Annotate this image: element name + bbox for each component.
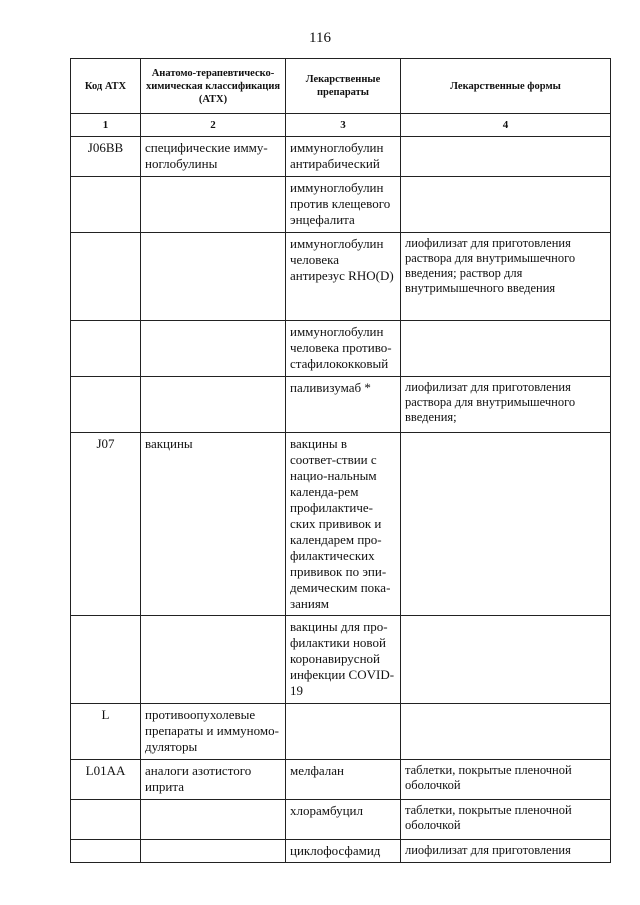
atx-code xyxy=(71,233,141,321)
atx-classification: противоопухолевые препараты и иммуномо-дуляторы xyxy=(141,704,286,760)
atx-classification xyxy=(141,616,286,704)
drug-forms: лиофилизат для приготовления раствора для внутримышечного введения; xyxy=(401,377,611,433)
drug-name: вакцины для про-филактики новой коронавирусной инфекции COVID-19 xyxy=(286,616,401,704)
header-drugs: Лекарственные препараты xyxy=(286,59,401,114)
header-classification: Анатомо-терапевтическо-химическая классификация (АТХ) xyxy=(141,59,286,114)
atx-code xyxy=(71,177,141,233)
drug-forms xyxy=(401,616,611,704)
atx-classification: вакцины xyxy=(141,433,286,616)
header-row xyxy=(71,59,611,114)
drug-forms xyxy=(401,137,611,177)
column-number: 4 xyxy=(401,114,611,137)
drug-name: хлорамбуцил xyxy=(286,800,401,840)
table-row xyxy=(71,233,611,321)
table-row xyxy=(71,840,611,863)
drug-name: паливизумаб * xyxy=(286,377,401,433)
drug-forms xyxy=(401,704,611,760)
header-forms: Лекарственные формы xyxy=(401,59,611,114)
drug-forms xyxy=(401,321,611,377)
atx-classification: аналоги азотистого иприта xyxy=(141,760,286,800)
table-row xyxy=(71,177,611,233)
atx-code xyxy=(71,321,141,377)
table-row xyxy=(71,321,611,377)
atx-code xyxy=(71,377,141,433)
drug-table xyxy=(70,58,611,863)
atx-code: J06BB xyxy=(71,137,141,177)
atx-code: L01AA xyxy=(71,760,141,800)
column-number-row xyxy=(71,114,611,137)
atx-code xyxy=(71,800,141,840)
drug-name: мелфалан xyxy=(286,760,401,800)
atx-classification xyxy=(141,233,286,321)
drug-forms: лиофилизат для приготовления xyxy=(401,840,611,863)
atx-code: J07 xyxy=(71,433,141,616)
atx-classification xyxy=(141,321,286,377)
drug-forms xyxy=(401,433,611,616)
atx-classification xyxy=(141,177,286,233)
atx-code xyxy=(71,840,141,863)
table-row xyxy=(71,616,611,704)
table-row xyxy=(71,137,611,177)
drug-name: иммуноглобулин человека антирезус RHO(D) xyxy=(286,233,401,321)
drug-name: циклофосфамид xyxy=(286,840,401,863)
drug-forms: лиофилизат для приготовления раствора для внутримышечного введения; раствор для внутримышечного введения xyxy=(401,233,611,321)
table-row xyxy=(71,704,611,760)
atx-code xyxy=(71,616,141,704)
header-code: Код АТХ xyxy=(71,59,141,114)
drug-name: иммуноглобулин против клещевого энцефалита xyxy=(286,177,401,233)
atx-code: L xyxy=(71,704,141,760)
table-row xyxy=(71,377,611,433)
drug-name: иммуноглобулин антирабический xyxy=(286,137,401,177)
drug-forms xyxy=(401,177,611,233)
column-number: 2 xyxy=(141,114,286,137)
atx-classification xyxy=(141,840,286,863)
drug-name xyxy=(286,704,401,760)
drug-forms: таблетки, покрытые пленочной оболочкой xyxy=(401,760,611,800)
page-number: 116 xyxy=(309,30,331,46)
table-row xyxy=(71,760,611,800)
table-row xyxy=(71,800,611,840)
table-row xyxy=(71,433,611,616)
drug-name: иммуноглобулин человека противо-стафилококковый xyxy=(286,321,401,377)
drug-name: вакцины в соответ-ствии с нацио-нальным календа-рем профилактиче-ских прививок и календарем про-филактических прививок по эпи-демическим пока-заниям xyxy=(286,433,401,616)
column-number: 1 xyxy=(71,114,141,137)
column-number: 3 xyxy=(286,114,401,137)
atx-classification xyxy=(141,800,286,840)
drug-forms: таблетки, покрытые пленочной оболочкой xyxy=(401,800,611,840)
atx-classification xyxy=(141,377,286,433)
atx-classification: специфические имму-ноглобулины xyxy=(141,137,286,177)
